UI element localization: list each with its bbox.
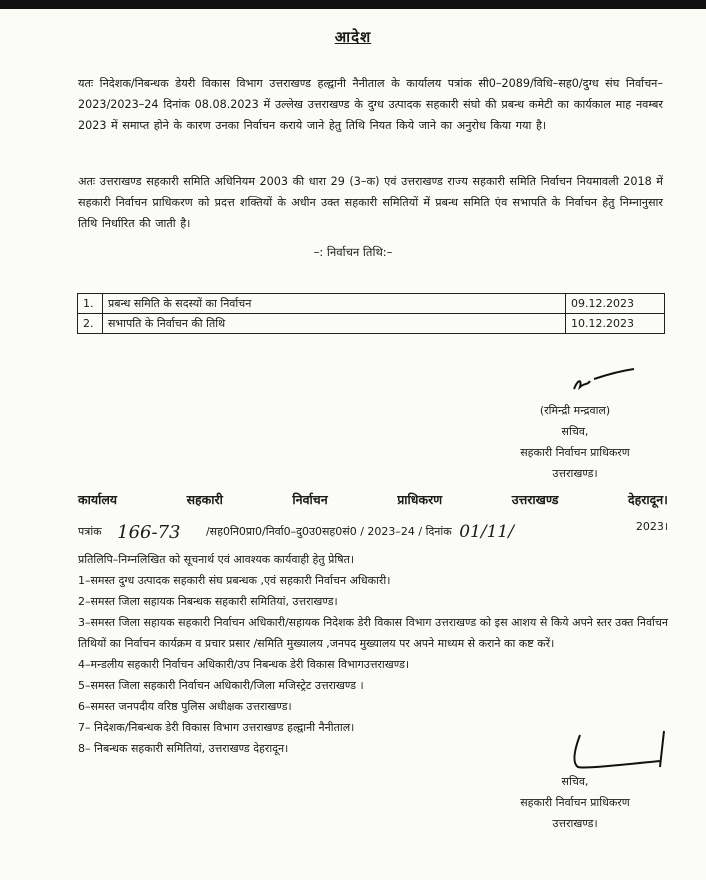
signatory-office: सहकारी निर्वाचन प्राधिकरण bbox=[520, 446, 630, 459]
signatory-block-top bbox=[480, 400, 670, 484]
paragraph-reference: यतः निदेशक/निबन्धक डेयरी विकास विभाग उत्तराखण्ड हल्द्वानी नैनीताल के कार्यालय पत्रांक सी0–2089/विधि–सह0/दुग्ध संघ निर्वाचन–2023/2023–24 दिनांक 08.08.2023 में उल्लेख उत्तराखण्ड के दुग्ध उत्पादक सहकारी संघो की प्रबन्ध कमेटी का कार्यकाल माह नवम्बर 2023 में समाप्त होने के कारण उनका निर्वाचन कराये जाने हेतु तिथि नियत किये जाने का अनुरोध किया गया है। bbox=[78, 77, 663, 132]
handwritten-date: 01/11/ bbox=[459, 522, 514, 542]
reference-year: 2023। bbox=[635, 520, 668, 533]
list-item: 3–समस्त जिला सहायक सहकारी निर्वाचन अधिकारी/सहायक निदेशक डेरी विकास विभाग उत्तराखण्ड को इस आशय से किये अपने स्तर उक्त निर्वाचन तिथियों का निर्वाचन कार्यक्रम व प्रचार प्रसार /समिति मुख्यालय ,जनपद मुख्यालय पर अपने माध्यम से कराने का कष्ट करें। bbox=[78, 616, 668, 650]
copy-intro: प्रतिलिपि–निम्नलिखित को सूचनार्थ एवं आवश्यक कार्यवाही हेतु प्रेषित। bbox=[78, 553, 355, 566]
signatory-state: उत्तराखण्ड। bbox=[552, 817, 598, 830]
list-item: 8– निबन्धक सहकारी समितियां, उत्तराखण्ड देहरादून। bbox=[78, 742, 289, 755]
row-date: 10.12.2023 bbox=[566, 314, 665, 334]
paragraph-order: अतः उत्तराखण्ड सहकारी समिति अधिनियम 2003 की धारा 29 (3–क) एवं उत्तराखण्ड राज्य सहकारी समिति निर्वाचन नियमावली 2018 में सहकारी निर्वाचन प्राधिकरण को प्रदत्त शक्तियों के अधीन उक्त सहकारी समितियों में प्रबन्ध समिति एंव सभापति के निर्वाचन हेतु निम्नानुसार तिथि निर्धारित की जाती है। bbox=[78, 175, 663, 230]
list-item: 7– निदेशक/निबन्धक डेरी विकास विभाग उत्तराखण्ड हल्द्वानी नैनीताल। bbox=[78, 721, 355, 734]
signature-mark-icon bbox=[560, 727, 690, 777]
patrank-label: पत्रांक bbox=[78, 525, 102, 538]
row-number: 1. bbox=[78, 294, 103, 314]
handwritten-number: 166-73 bbox=[117, 522, 181, 543]
table-row bbox=[78, 294, 665, 314]
list-item: 4–मन्डलीय सहकारी निर्वाचन अधिकारी/उप निबन्धक डेरी विकास विभागउत्तराखण्ड। bbox=[78, 658, 410, 671]
list-item: 2–समस्त जिला सहायक निबन्धक सहकारी समितियां, उत्तराखण्ड। bbox=[78, 595, 338, 608]
row-item: सभापति के निर्वाचन की तिथि bbox=[103, 314, 566, 334]
office-word: निर्वाचन bbox=[292, 492, 328, 507]
office-word: प्राधिकरण bbox=[397, 492, 443, 507]
election-date-subheading: –: निर्वाचन तिथि:– bbox=[313, 245, 393, 259]
list-item: 6–समस्त जनपदीय वरिष्ठ पुलिस अधीक्षक उत्तराखण्ड। bbox=[78, 700, 292, 713]
list-item: 5–समस्त जिला सहकारी निर्वाचन अधिकारी/जिला मजिस्ट्रेट उत्तराखण्ड । bbox=[78, 679, 364, 692]
signature-mark-icon bbox=[570, 367, 640, 397]
signatory-name: (रमिन्द्री मन्द्रवाल) bbox=[539, 404, 611, 417]
office-line bbox=[78, 491, 668, 508]
office-word: देहरादून। bbox=[627, 492, 668, 507]
row-date: 09.12.2023 bbox=[566, 294, 665, 314]
list-item: 1–समस्त दुग्ध उत्पादक सहकारी संघ प्रबन्धक ,एवं सहकारी निर्वाचन अधिकारी। bbox=[78, 574, 391, 587]
office-word: उत्तराखण्ड bbox=[511, 492, 559, 507]
signatory-designation: सचिव, bbox=[561, 425, 589, 438]
election-schedule-table bbox=[77, 293, 665, 334]
signatory-state: उत्तराखण्ड। bbox=[552, 467, 598, 480]
row-item: प्रबन्ध समिति के सदस्यों का निर्वाचन bbox=[103, 294, 566, 314]
order-heading: आदेश bbox=[334, 28, 372, 46]
office-word: सहकारी bbox=[186, 492, 223, 507]
signatory-office: सहकारी निर्वाचन प्राधिकरण bbox=[520, 796, 630, 809]
reference-code: /सह0नि0प्रा0/निर्वा0–दु0उ0सह0सं0 / 2023–24 / दिनांक bbox=[205, 525, 452, 538]
signatory-block-bottom bbox=[480, 771, 670, 834]
letter-reference-line bbox=[78, 519, 668, 543]
table-row bbox=[78, 314, 665, 334]
row-number: 2. bbox=[78, 314, 103, 334]
signatory-designation: सचिव, bbox=[561, 775, 589, 788]
office-word: कार्यालय bbox=[78, 492, 118, 507]
